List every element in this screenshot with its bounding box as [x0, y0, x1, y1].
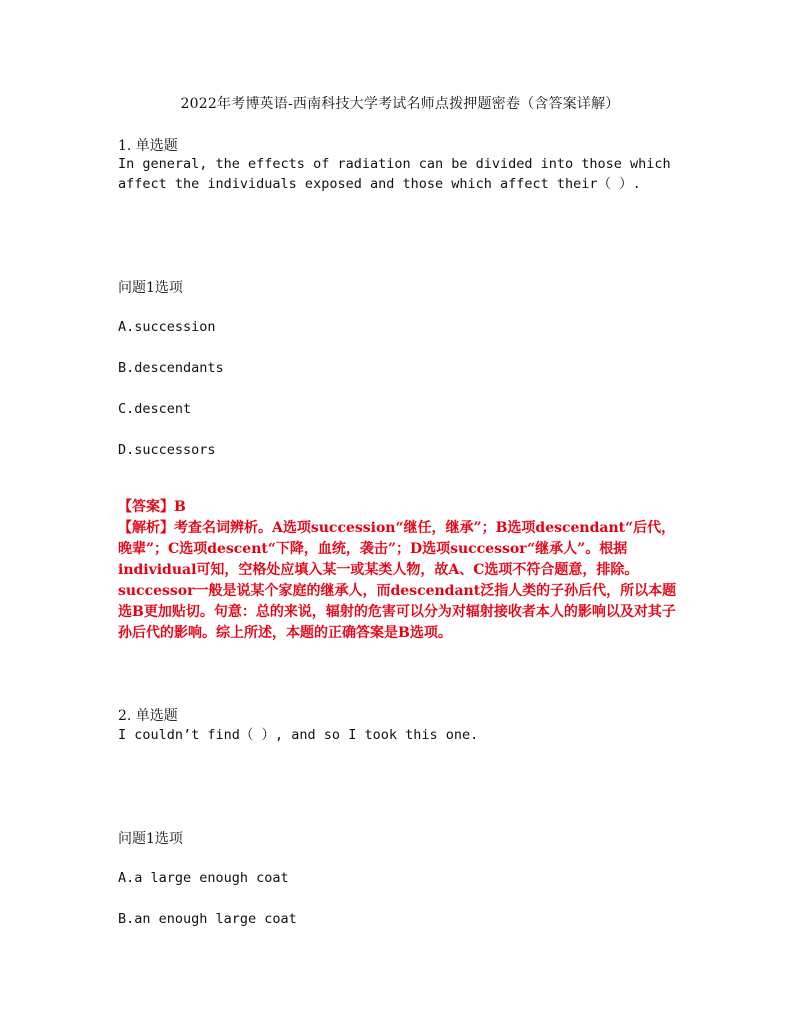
question-1-answer: 【答案】B [118, 499, 186, 515]
question-1-analysis: 【解析】考查名词辨析。A选项succession“继任，继承”；B选项descendant“后代，晚辈”；C选项descent“下降，血统，袭击”；D选项successor“继承人”。根据individual可知，空格处应填入某一或某类人物，故A、C选项不符合题意，排除。successor一般是说某个家庭的继承人，而descendant泛指人类的子孙后代，所以本题选B更加贴切。句意：总的来说，辐射的危害可以分为对辐射接收者本人的影响以及对其子孙后代的影响。综上所述，本题的正确答案是B选项。 [118, 520, 677, 641]
question-2-option-a: A.a large enough coat [118, 870, 289, 886]
question-1-option-c: C.descent [118, 401, 192, 417]
question-1-heading: 1. 单选题 [118, 138, 178, 154]
question-1-stem: In general, the effects of radiation can be divided into those which affect the individuals exposed and those which affect their（ ）. [118, 156, 679, 192]
question-1-option-d: D.successors [118, 442, 216, 458]
question-2-heading: 2. 单选题 [118, 708, 178, 724]
question-2-stem: I couldn’t find（ ）, and so I took this one. [118, 727, 479, 743]
question-1-option-a: A.succession [118, 319, 216, 335]
question-1-options-label: 问题1选项 [118, 280, 183, 296]
question-2-option-b: B.an enough large coat [118, 911, 297, 927]
question-1-option-b: B.descendants [118, 360, 224, 376]
question-2-options-label: 问题1选项 [118, 831, 183, 847]
document-title: 2022年考博英语-西南科技大学考试名师点拨押题密卷（含答案详解） [180, 96, 620, 112]
